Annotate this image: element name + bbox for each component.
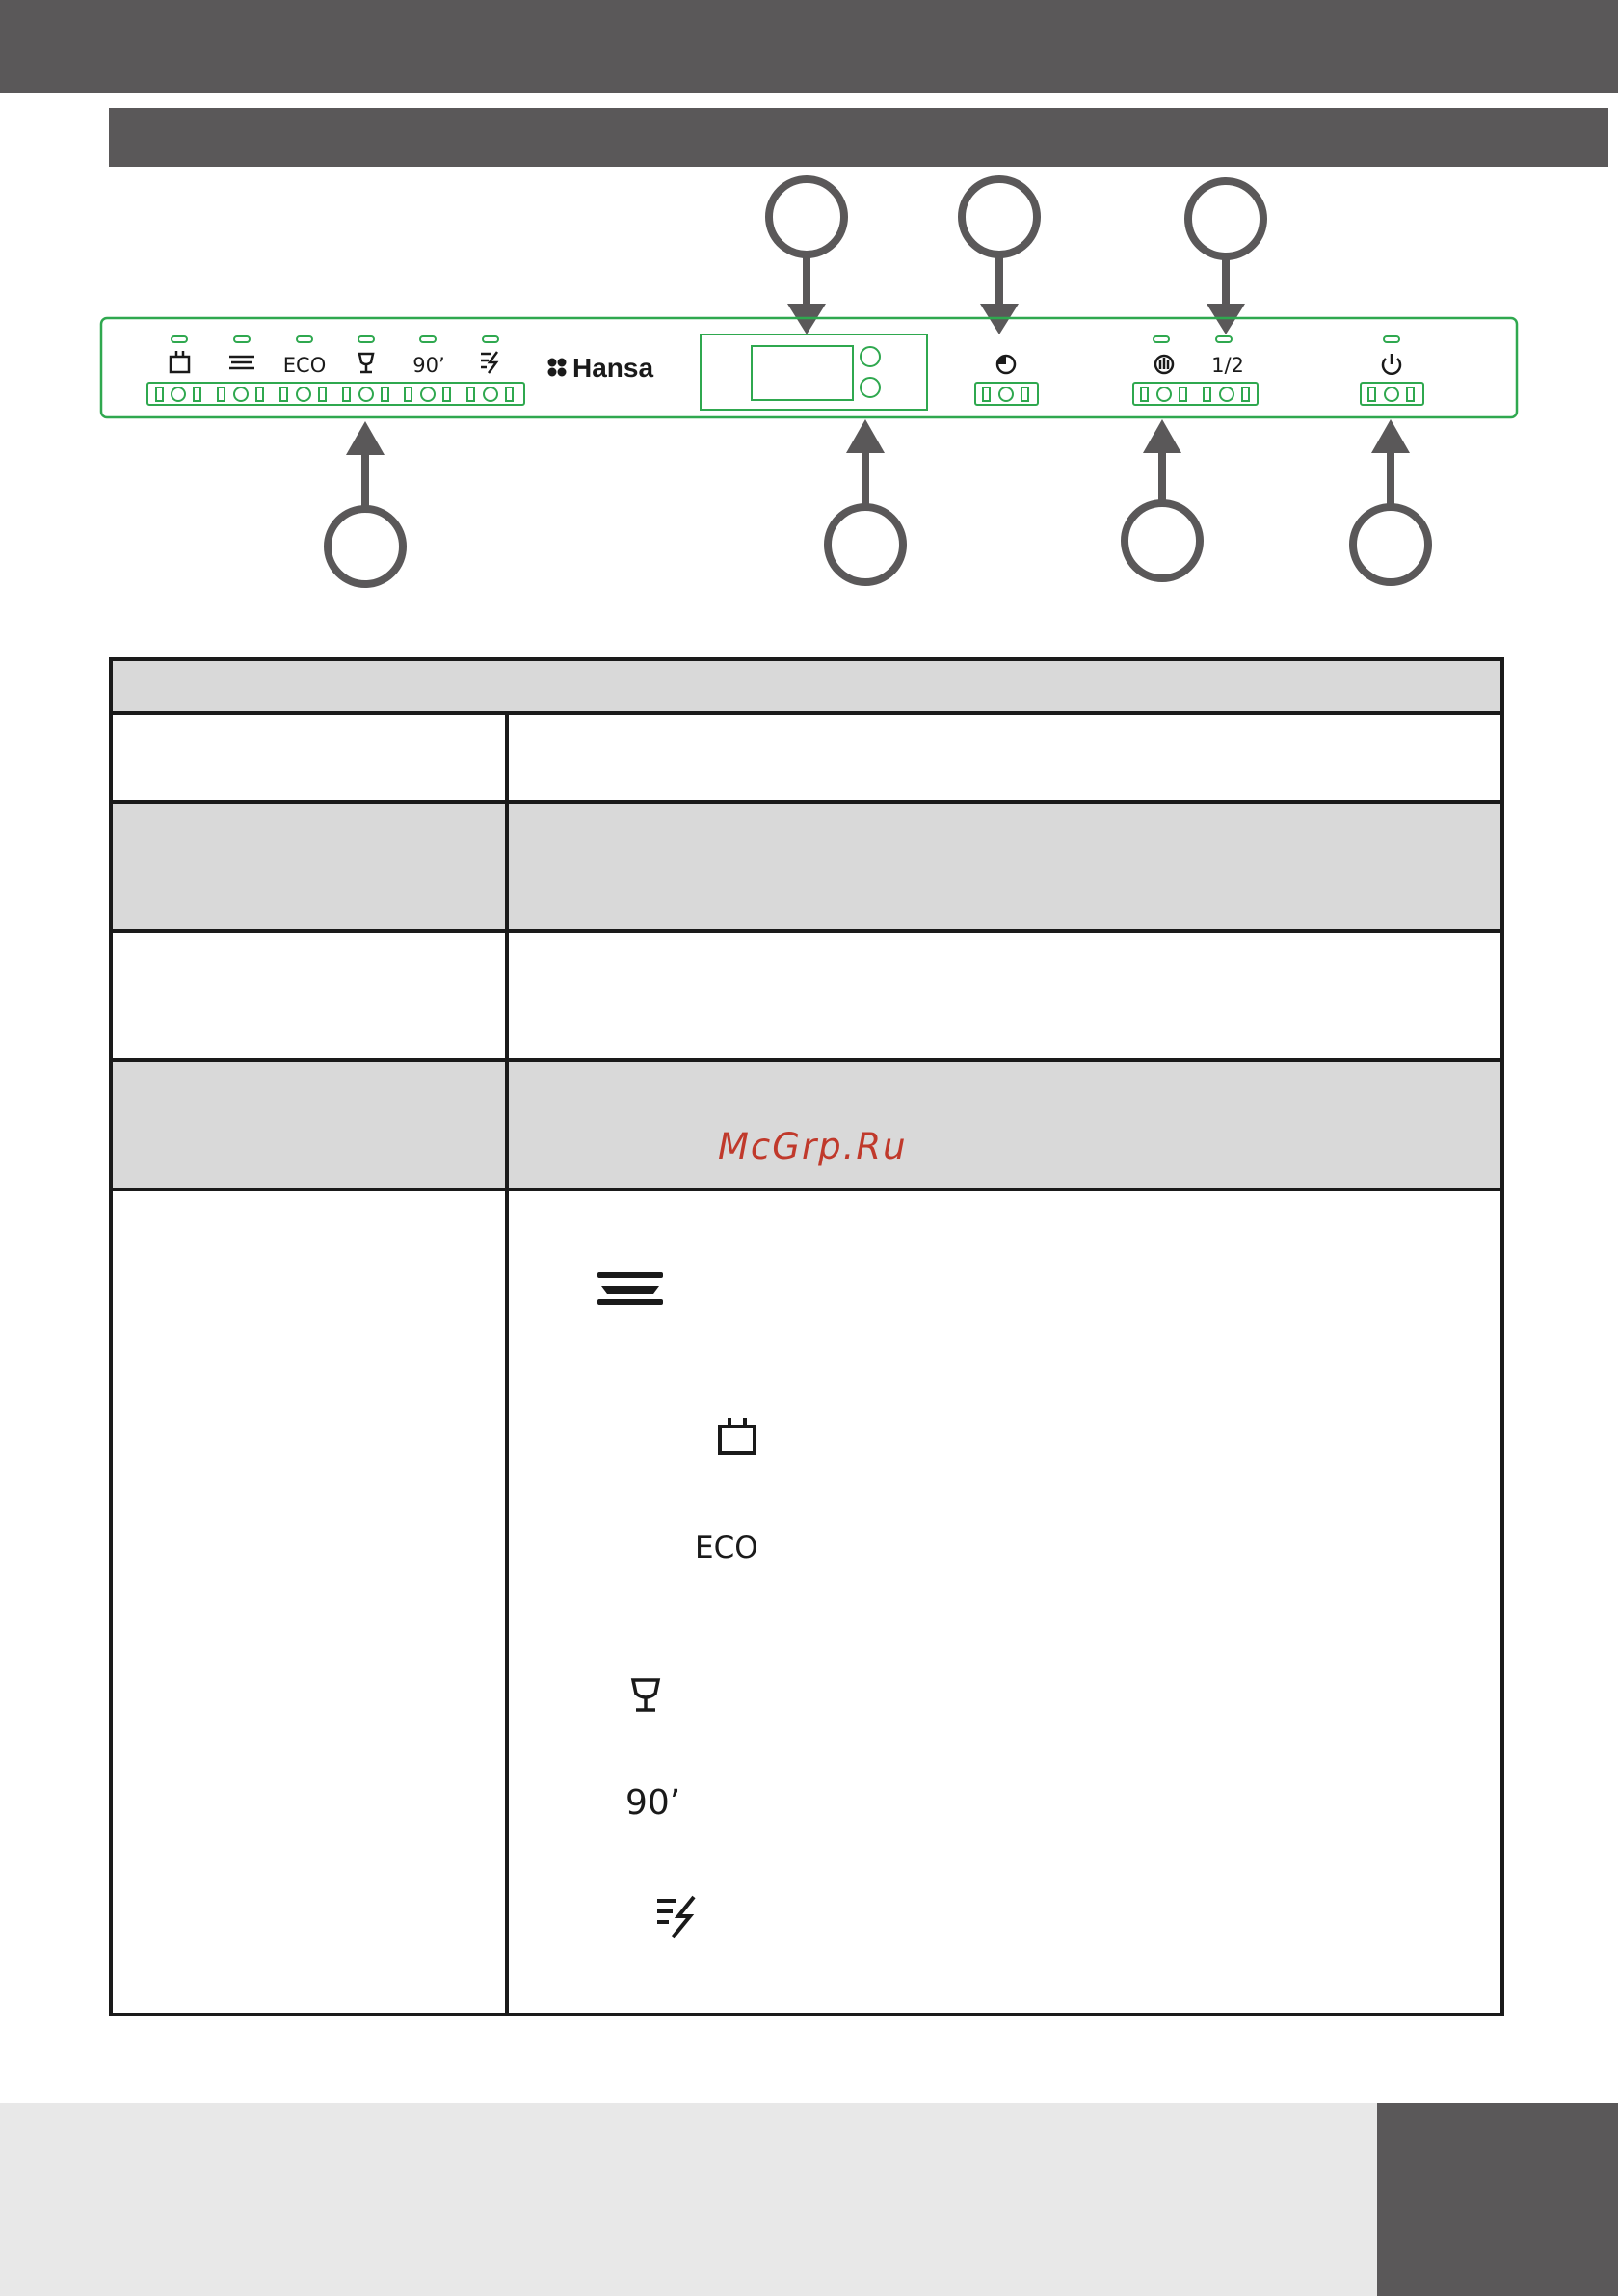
display-area: [701, 334, 927, 410]
panel-label-eco: ECO: [282, 354, 327, 377]
pot-icon: [171, 351, 189, 372]
callout-circle: [962, 179, 1037, 254]
power-icon: [1383, 354, 1400, 374]
program-icons: [171, 351, 497, 373]
header-bar: [0, 0, 1618, 93]
footer-bar: [0, 2103, 1618, 2296]
table-header: [113, 661, 1500, 715]
plates-icon: [596, 1270, 665, 1309]
quick-wash-icon: [481, 352, 497, 373]
control-panel-diagram: [0, 169, 1618, 593]
glass-icon: [630, 1677, 661, 1714]
control-panel-svg: [0, 169, 1618, 593]
delay-timer-icon: [997, 356, 1015, 373]
brand-logo: Hansa: [572, 353, 654, 383]
half-load-label: 1/2: [1211, 354, 1244, 377]
dry-plus-icon: [1155, 356, 1173, 373]
table-row: [113, 715, 1500, 804]
function-buttons: [1133, 383, 1258, 405]
power-button: [1361, 383, 1423, 405]
table-row: [113, 933, 1500, 1062]
plates-icon: [229, 357, 254, 368]
callout-circle: [1125, 503, 1200, 578]
page-number-block: [1377, 2103, 1618, 2296]
pot-icon: [717, 1417, 759, 1455]
section-title-bar: [109, 108, 1608, 167]
callout-circle: [328, 509, 403, 584]
program-buttons: [156, 387, 513, 401]
glass-icon: [359, 354, 373, 372]
callout-circle: [828, 507, 903, 582]
table-row: [113, 804, 1500, 933]
description-table: [109, 657, 1504, 2016]
table-row-programs: [113, 1191, 1500, 2013]
program-label-90: 90’: [625, 1783, 681, 1823]
watermark: McGrp.Ru: [718, 1126, 908, 1167]
callout-circle: [1188, 181, 1263, 256]
callout-circle: [769, 179, 844, 254]
panel-label-90: 90’: [412, 354, 445, 377]
brand-logo-dots: [548, 359, 567, 377]
quick-wash-icon: [655, 1895, 705, 1939]
program-label-eco: ECO: [695, 1531, 758, 1565]
delay-timer-button: [975, 383, 1038, 405]
callout-circle: [1353, 507, 1428, 582]
program-leds: [172, 336, 1399, 342]
callout-arrowheads: [346, 304, 1410, 455]
